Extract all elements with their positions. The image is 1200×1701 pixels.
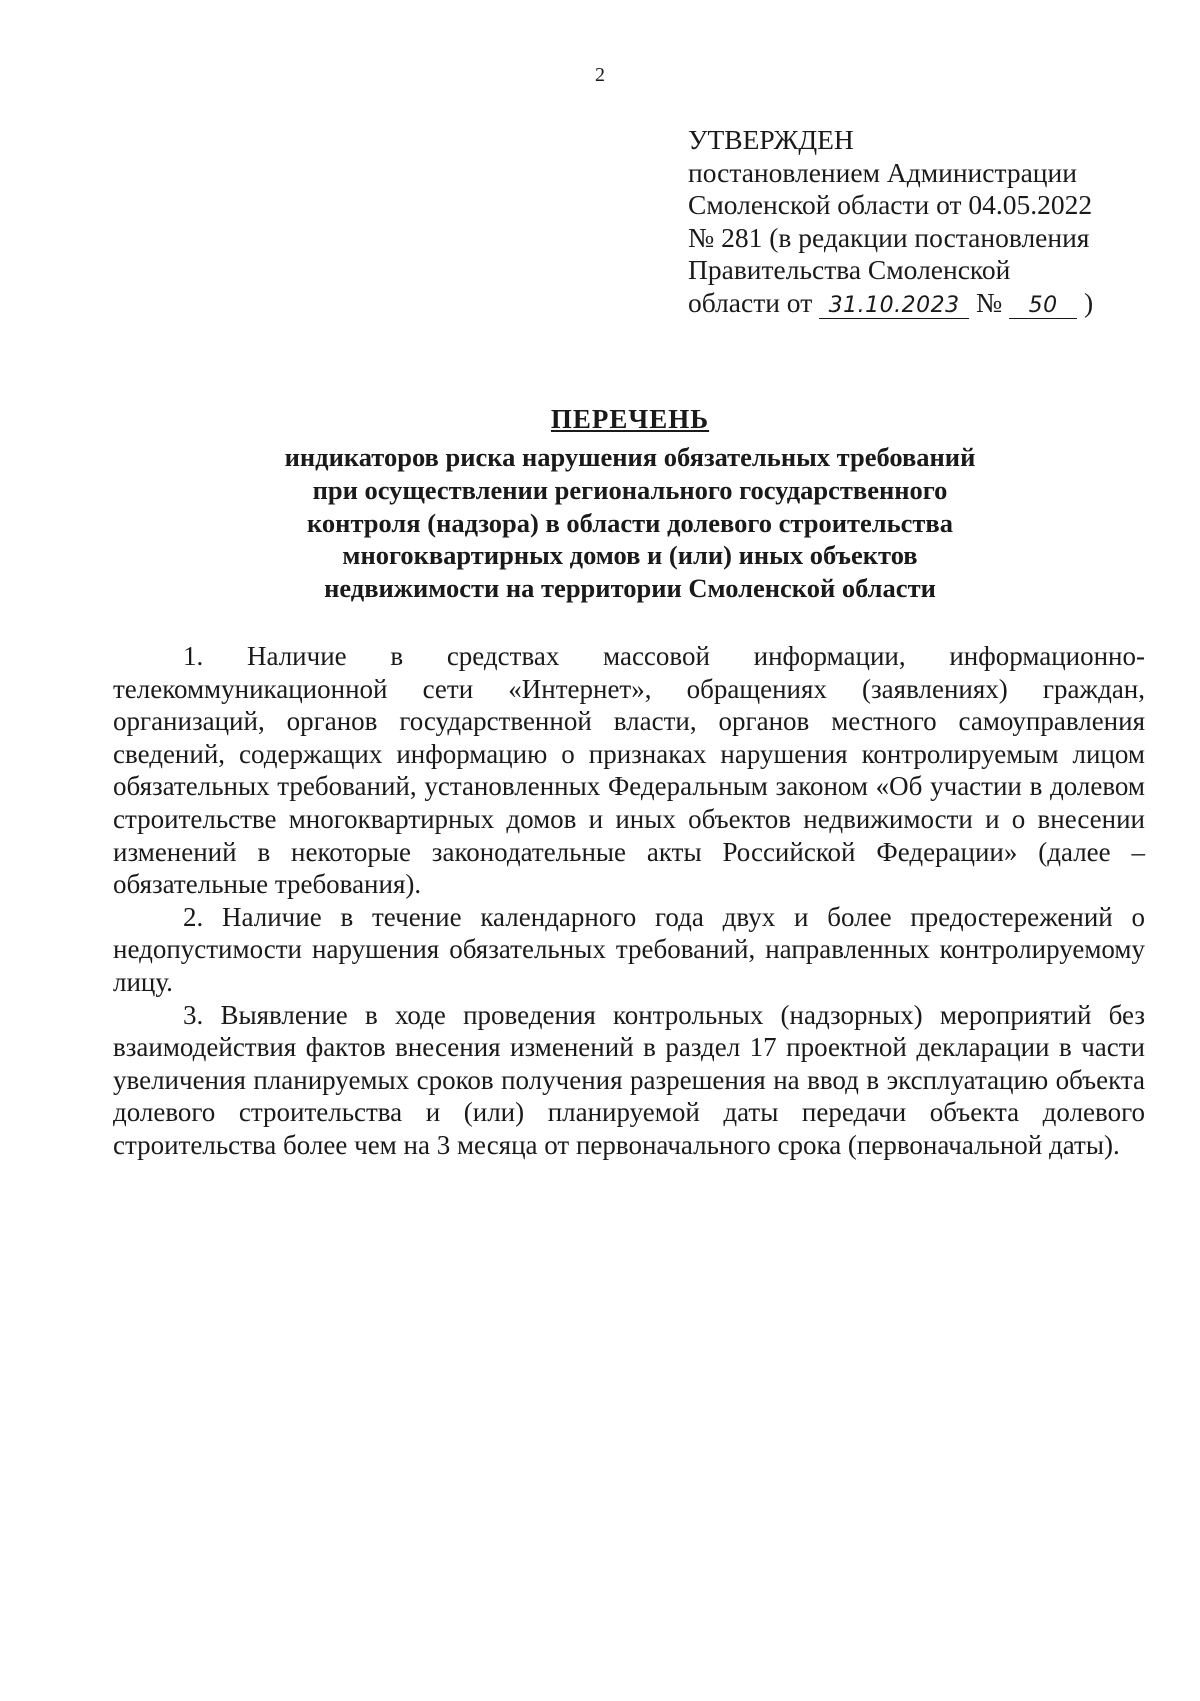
handwritten-date: 31.10.2023 (819, 294, 969, 319)
handwritten-number: 50 (1009, 294, 1077, 319)
title-line: недвижимости на территории Смоленской области (324, 573, 936, 604)
closing-paren: ) (1083, 286, 1094, 318)
page-number: 2 (595, 64, 605, 86)
approval-line: Смоленской области от 04.05.2022 (688, 189, 1093, 220)
approval-last-prefix: области от (688, 286, 813, 318)
approval-line: № 281 (в редакции постановления (688, 221, 1090, 253)
list-item: 1. Наличие в средствах массовой информации, информационно-телекоммуникационной сети «Интернет», обращениях (заявлениях) граждан, организаций, органов государственной власти, органов местного самоуправления сведений, содержащих информацию о признаках нарушения контролируемым лицом обязательных требований, установленных Федеральным законом «Об участии в долевом строительстве многоквартирных домов и иных объектов недвижимости и о внесении изменений в некоторые законодательные акты Российской Федерации» (далее – обязательные требования). (113, 641, 1145, 900)
list-item: 3. Выявление в ходе проведения контрольных (надзорных) мероприятий без взаимодействия фактов внесения изменений в раздел 17 проектной декларации в части увеличения планируемых сроков получения разрешения на ввод в эксплуатацию объекта долевого строительства и (или) планируемой даты передачи объекта долевого строительства более чем на 3 месяца от первоначального срока (первоначальной даты). (113, 999, 1145, 1160)
approval-block (688, 124, 1158, 319)
list-item: 2. Наличие в течение календарного года двух и более предостережений о недопустимости нарушения обязательных требований, направленных контролируемому лицу. (113, 901, 1145, 997)
document-body (113, 640, 1145, 1162)
number-sign: № (975, 286, 1003, 318)
title-main: ПЕРЕЧЕНЬ (550, 404, 710, 434)
approval-line: постановлением Администрации (688, 156, 1077, 188)
title-line: индикаторов риска нарушения обязательных требований (284, 442, 976, 472)
title-line: многоквартирных домов и (или) иных объектов (342, 540, 918, 571)
approval-stamp: УТВЕРЖДЕН (688, 124, 854, 155)
document-title (140, 404, 1120, 605)
approval-last-line (688, 287, 1158, 320)
approval-line: Правительства Смоленской (688, 254, 1011, 285)
title-line: при осуществлении регионального государственного (312, 474, 948, 505)
title-line: контроля (надзора) в области долевого строительства (307, 507, 953, 538)
